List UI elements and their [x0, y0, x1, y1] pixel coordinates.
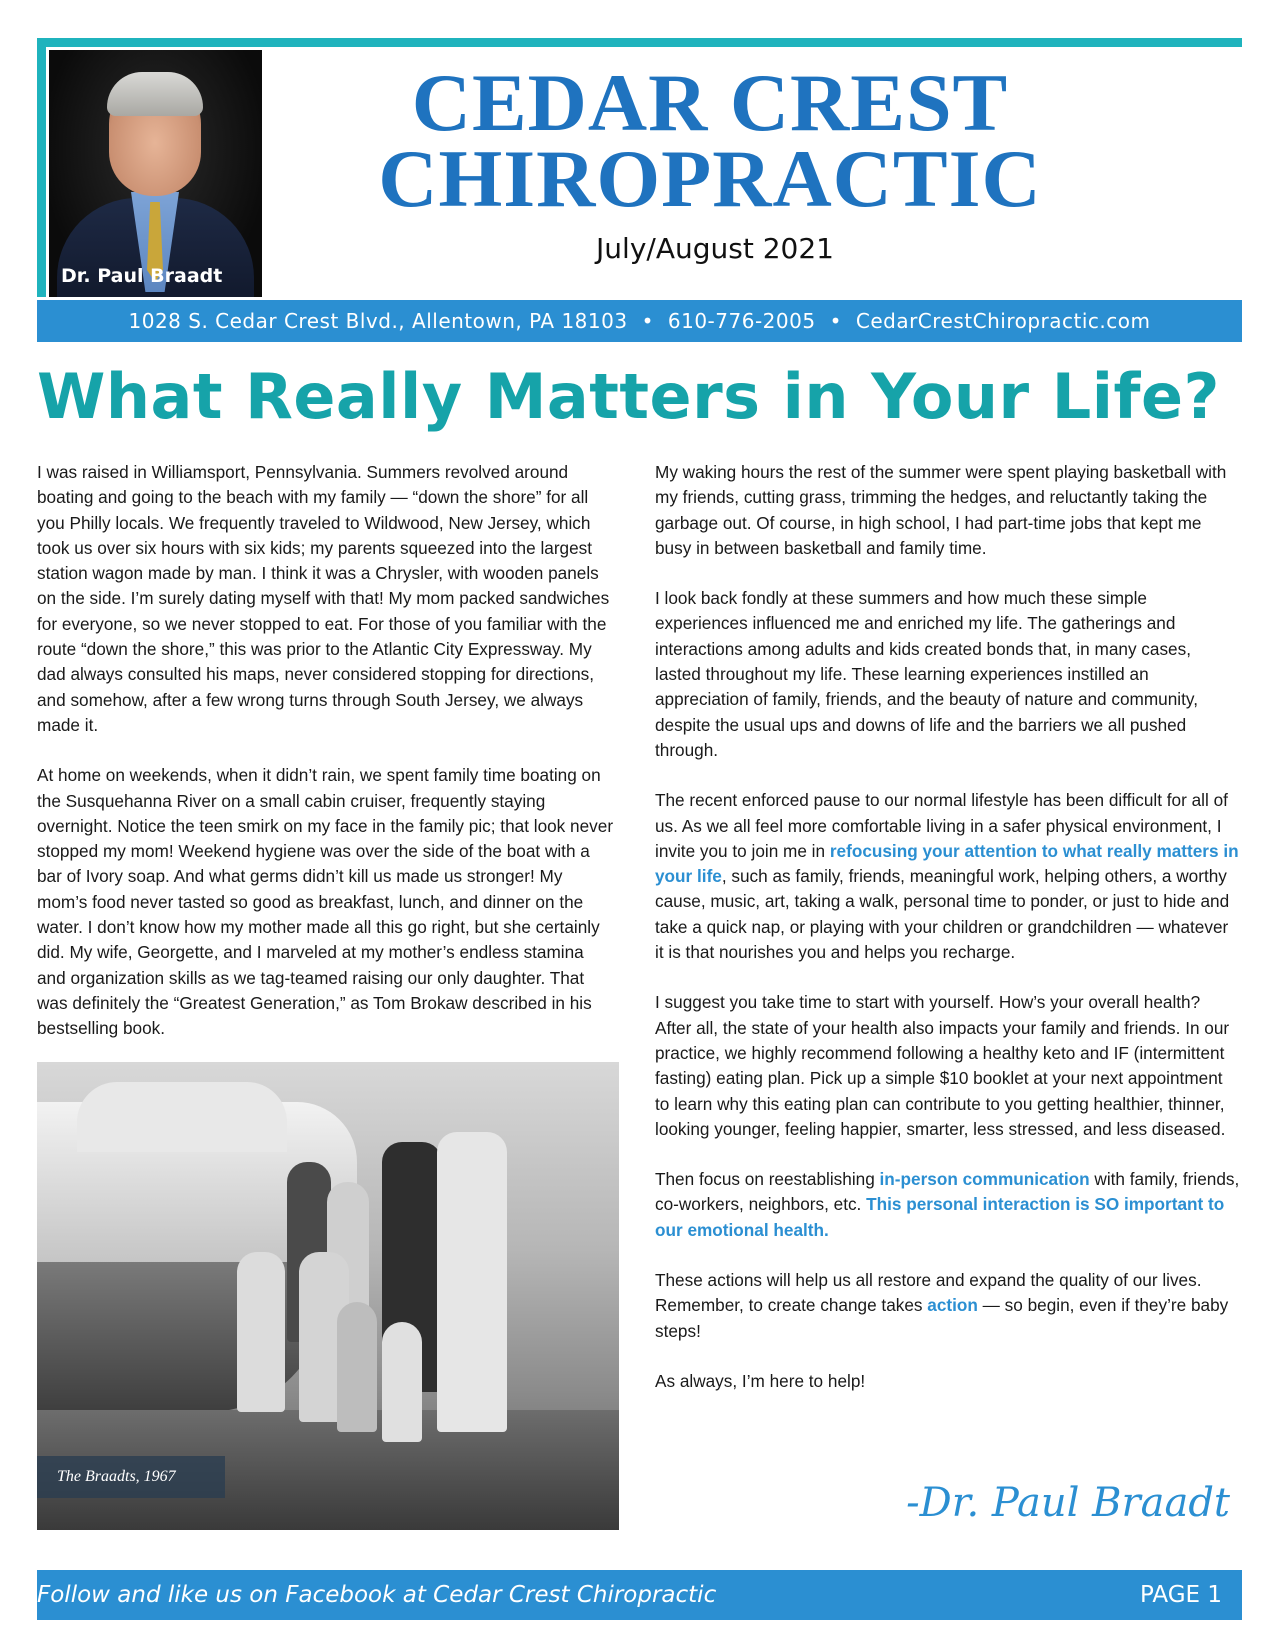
highlight-text: in-person communication	[879, 1169, 1090, 1190]
text-run: The recent enforced pause to our normal lifestyle has been difficult for all of us. As we all feel more comfortable living in a safer physical environment, I invite you to join me in	[655, 790, 1228, 861]
separator-1: •	[641, 309, 654, 333]
title-line-2: CHIROPRACTIC	[378, 133, 1042, 224]
issue-date: July/August 2021	[596, 232, 834, 265]
highlight-text: action	[927, 1295, 978, 1316]
paragraph: I was raised in Williamsport, Pennsylvania. Summers revolved around boating and going to the beach with my family — “down the shore” for all you Philly locals. We frequently traveled to Wildwood, New Jersey, which took us over six hours with six kids; my parents squeezed into the largest station wagon made by man. I think it was a Chrysler, with wooden panels on the side. I’m surely dating myself with that! My mom packed sandwiches for everyone, so we never stopped to eat. For those of you familiar with the route “down the shore,” this was prior to the Atlantic City Expressway. My dad always consulted his maps, never considered stopping for directions, and somehow, after a few wrong turns through South Jersey, we always made it.	[37, 462, 610, 735]
text-run: Then focus on reestablishing	[655, 1169, 880, 1190]
portrait-caption: Dr. Paul Braadt	[61, 265, 223, 287]
doctor-portrait	[49, 50, 262, 297]
paragraph	[655, 1268, 1240, 1344]
title-line-1: CEDAR CREST	[411, 57, 1009, 148]
phone-text: 610-776-2005	[667, 309, 816, 333]
text-run: — so begin, even if they’re baby steps!	[655, 1295, 1229, 1341]
text-run: , such as family, friends, meaningful work, helping others, a worthy cause, music, art, taking a walk, personal time to ponder, or just to hide and take a quick nap, or playing with your children or grandchildren — whatever it is that nourishes you and helps you recharge.	[655, 866, 1230, 963]
paragraph	[655, 788, 1240, 965]
paragraph: At home on weekends, when it didn’t rain, we spent family time boating on the Susquehanna River on a small cabin cruiser, frequently staying overnight. Notice the teen smirk on my face in the family pic; that look never stopped my mom! Weekend hygiene was over the side of the boat with a bar of Ivory soap. And what germs didn’t kill us made us stronger! My mom’s food never tasted so good as breakfast, lunch, and dinner on the water. I don’t know how my mother made all this go right, but she certainly did. My wife, Georgette, and I marveled at my mother’s endless stamina and organization skills as we tag-teamed raising our only daughter. That was definitely the “Greatest Generation,” as Tom Brokaw described in his bestselling book.	[37, 765, 614, 1039]
photo-person	[337, 1302, 377, 1432]
text-run: These actions will help us all restore and expand the quality of our lives. Remember, to create change takes	[655, 1270, 1202, 1316]
separator-2: •	[829, 309, 842, 333]
portrait-hair	[107, 72, 203, 116]
newsletter-title	[330, 57, 1090, 224]
text-run: with family, friends, co-workers, neighbors, etc.	[655, 1169, 1240, 1215]
address-bar	[37, 300, 1242, 342]
article-column-right	[655, 460, 1240, 1419]
address-text: 1028 S. Cedar Crest Blvd., Allentown, PA 18103	[128, 309, 628, 333]
article-column-left	[37, 460, 617, 1067]
footer-bar	[37, 1570, 1242, 1620]
highlight-text: refocusing your attention to what really matters in your life	[655, 840, 1239, 887]
paragraph: As always, I’m here to help!	[655, 1370, 866, 1391]
photo-person	[382, 1322, 422, 1442]
facebook-follow-text: Follow and like us on Facebook at Cedar Crest Chiropractic	[37, 1582, 717, 1608]
signature: -Dr. Paul Braadt	[906, 1480, 1230, 1526]
paragraph: My waking hours the rest of the summer were spent playing basketball with my friends, cutting grass, trimming the hedges, and reluctantly taking the garbage out. Of course, in high school, I had part-time jobs that kept me busy in between basketball and family time.	[655, 462, 1227, 558]
article-headline: What Really Matters in Your Life?	[37, 360, 1220, 433]
photo-person	[237, 1252, 285, 1412]
paragraph: I look back fondly at these summers and how much these simple experiences influenced me and enriched my life. The gatherings and interactions among adults and kids created bonds that, in many cases, lasted throughout my life. These learning experiences instilled an appreciation of family, friends, and the beauty of nature and community, despite the usual ups and downs of life and the barriers we all pushed through.	[655, 588, 1198, 760]
top-accent-rule	[37, 38, 1242, 47]
highlight-text: This personal interaction is SO important to our emotional health.	[655, 1194, 1225, 1240]
photo-boat-cabin	[77, 1082, 287, 1152]
paragraph: I suggest you take time to start with yourself. How’s your overall health? After all, the state of your health also impacts your family and friends. In our practice, we highly recommend following a healthy keto and IF (intermittent fasting) eating plan. Pick up a simple $10 booklet at your next appointment to learn why this eating plan can contribute to you getting healthier, thinner, looking younger, feeling happier, smarter, less stressed, and less diseased.	[655, 992, 1230, 1139]
photo-caption: The Braadts, 1967	[37, 1456, 225, 1498]
photo-person	[437, 1132, 507, 1432]
website-link[interactable]: CedarCrestChiropractic.com	[855, 309, 1151, 333]
portrait-accent-bar	[37, 47, 46, 297]
paragraph	[655, 1167, 1240, 1243]
family-photo	[37, 1062, 619, 1530]
page-number: PAGE 1	[1139, 1582, 1222, 1608]
